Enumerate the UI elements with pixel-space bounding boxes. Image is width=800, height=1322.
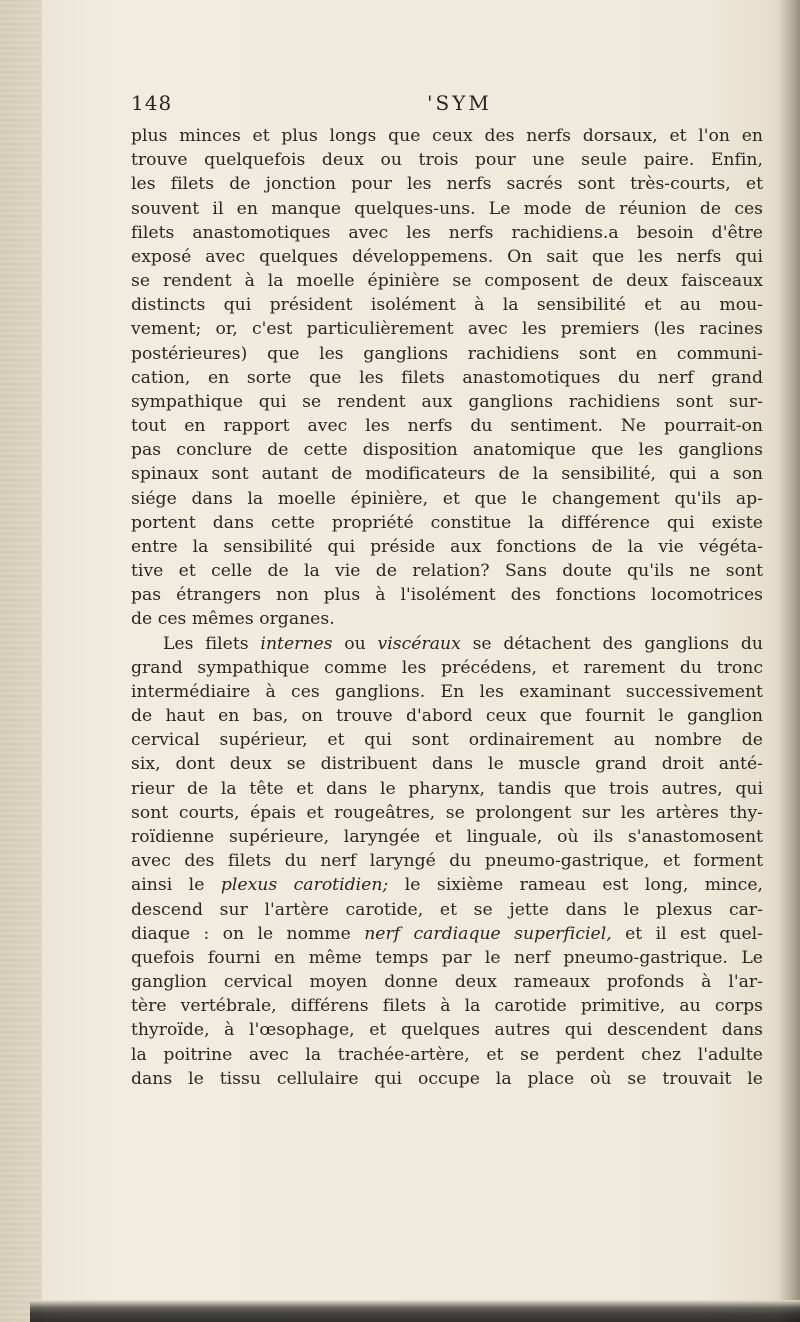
text-line: grand sympathique comme les précédens, et rarement du tronc (131, 657, 763, 678)
text-segment: ou (332, 633, 378, 654)
text-line: tive et celle de la vie de relation? Sans doute qu'ils ne sont (131, 561, 763, 582)
text-line: rieur de la tête et dans le pharynx, tandis que trois autres, qui (131, 778, 763, 799)
text-line: vement; or, c'est particulièrement avec les premiers (les racines (131, 319, 763, 340)
text-line: cation, en sorte que les filets anastomotiques du nerf grand (131, 367, 763, 388)
text-line: siége dans la moelle épinière, et que le changement qu'ils ap- (131, 488, 763, 509)
text-line: de haut en bas, on trouve d'abord ceux que fournit le ganglion (131, 706, 763, 727)
text-line: de ces mêmes organes. (131, 609, 335, 630)
text-line: pas étrangers non plus à l'isolément des fonctions locomotrices (131, 585, 763, 606)
page-bottom-edge (30, 1300, 800, 1322)
text-line: sympathique qui se rendent aux ganglions rachidiens sont sur- (131, 391, 763, 412)
text-line: entre la sensibilité qui préside aux fonctions de la vie végéta- (131, 536, 763, 557)
text-line: filets anastomotiques avec les nerfs rachidiens.a besoin d'être (131, 222, 763, 243)
text-line: dans le tissu cellulaire qui occupe la place où se trouvait le (131, 1068, 763, 1089)
text-line: thyroïde, à l'œsophage, et quelques autres qui descendent dans (131, 1020, 763, 1041)
text-segment: le sixième rameau est long, mince, (388, 875, 764, 896)
text-line (131, 632, 763, 656)
text-line: portent dans cette propriété constitue la différence qui existe (131, 512, 763, 533)
text-line: quefois fourni en même temps par le nerf pneumo-gastrique. Le (131, 947, 763, 968)
text-segment: diaque : on le nomme (131, 923, 365, 944)
text-line: exposé avec quelques développemens. On sait que les nerfs qui (131, 246, 763, 267)
text-line: se rendent à la moelle épinière se composent de deux faisceaux (131, 271, 763, 292)
text-line (131, 873, 763, 897)
text-line: plus minces et plus longs que ceux des nerfs dorsaux, et l'on en (131, 126, 763, 146)
text-line: avec des filets du nerf laryngé du pneumo-gastrique, et forment (131, 851, 763, 872)
text-segment: se détachent des ganglions du (460, 633, 763, 654)
text-line: pas conclure de cette disposition anatomique que les ganglions (131, 440, 763, 461)
page-edge-shadow (780, 0, 800, 1322)
text-line: ganglion cervical moyen donne deux rameaux profonds à l'ar- (131, 972, 763, 993)
italic-term: viscéraux (377, 633, 461, 654)
text-line: souvent il en manque quelques-uns. Le mode de réunion de ces (131, 198, 763, 219)
running-head: 'SYM (427, 91, 492, 115)
text-line: intermédiaire à ces ganglions. En les examinant successivement (131, 681, 763, 702)
text-line: tère vertébrale, différens filets à la carotide primitive, au corps (131, 996, 763, 1017)
text-line: les filets de jonction pour les nerfs sacrés sont très-courts, et (131, 174, 763, 195)
text-segment: ainsi le (131, 875, 221, 896)
text-line: distincts qui président isolément à la sensibilité et au mou- (131, 295, 763, 316)
text-line: descend sur l'artère carotide, et se jette dans le plexus car- (131, 899, 763, 920)
italic-term: plexus carotidien; (220, 875, 389, 896)
text-line: tout en rapport avec les nerfs du sentiment. Ne pourrait-on (131, 416, 763, 437)
text-line: postérieures) que les ganglions rachidiens sont en communi- (131, 343, 763, 364)
body-text (131, 124, 763, 1091)
text-line: spinaux sont autant de modificateurs de la sensibilité, qui a son (131, 464, 763, 485)
text-segment: Les filets (163, 633, 261, 654)
italic-term: internes (260, 633, 333, 654)
page-number: 148 (131, 91, 173, 115)
page-gutter-shadow (0, 0, 42, 1322)
text-line: cervical supérieur, et qui sont ordinairement au nombre de (131, 730, 763, 751)
text-segment: et il est quel- (611, 923, 763, 944)
page-header (131, 91, 691, 121)
italic-term: nerf cardiaque superficiel, (364, 923, 612, 944)
text-line: trouve quelquefois deux ou trois pour une seule paire. Enfin, (131, 150, 763, 171)
text-line: roïdienne supérieure, laryngée et linguale, où ils s'anastomosent (131, 826, 763, 847)
text-line: la poitrine avec la trachée-artère, et se perdent chez l'adulte (131, 1044, 763, 1065)
text-line: sont courts, épais et rougeâtres, se prolongent sur les artères thy- (131, 802, 763, 823)
text-line: six, dont deux se distribuent dans le muscle grand droit anté- (131, 754, 763, 775)
text-line (131, 922, 763, 946)
